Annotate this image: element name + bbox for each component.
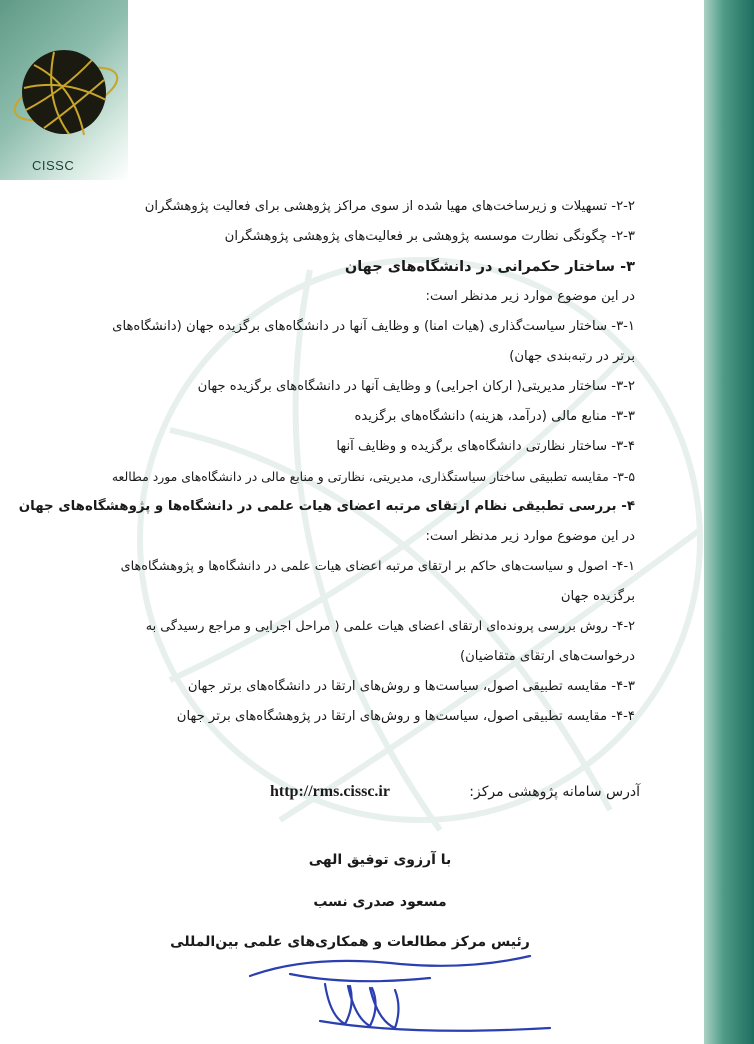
closing-wish: با آرزوی توفیق الهی [308,852,452,868]
item-4-2: ۴-۲- روش بررسی پرونده‌ای ارتقای اعضای هیات علمی ( مراحل اجرایی و مراجع رسیدگی به [145,619,635,634]
item-3-4: ۳-۴- ساختار نظارتی دانشگاه‌های برگزیده و وظایف آنها [336,439,635,454]
section-4-intro: در این موضوع موارد زیر مدنظر است: [425,529,635,544]
item-4-1: ۴-۱- اصول و سیاست‌های حاکم بر ارتقای مرتبه اعضای هیات علمی در دانشگاه‌ها و پژوهشگاه‌های [120,559,635,574]
item-4-2-continued: درخواست‌های ارتقای متقاضیان) [459,649,635,664]
heading-section-4: ۴- بررسی تطبیقی نظام ارتقای مرتبه اعضای هیات علمی در دانشگاه‌ها و پژوهشگاه‌های جهان [18,499,635,514]
heading-section-3: ۳- ساختار حکمرانی در دانشگاه‌های جهان [344,259,635,275]
item-3-1: ۳-۱- ساختار سیاست‌گذاری (هیات امنا) و وظایف آنها در دانشگاه‌های برگزیده جهان (دانشگاه‌های [112,319,635,334]
address-url[interactable]: http://rms.cissc.ir [270,783,390,800]
research-system-address [270,784,640,808]
item-3-5: ۳-۵- مقایسه تطبیقی ساختار سیاستگذاری، مدیریتی، نظارتی و منابع مالی در دانشگاه‌های مورد مطالعه [111,469,635,484]
item-2-2: ۲-۲- تسهیلات و زیرساخت‌های مهیا شده از سوی مراکز پژوهشی برای فعالیت پژوهشگران [144,199,635,214]
item-3-1-continued: برتر در رتبه‌بندی جهان) [509,349,635,364]
document-body [18,192,635,732]
section-3-intro: در این موضوع موارد زیر مدنظر است: [425,289,635,304]
handwritten-signature [230,946,560,1041]
cissc-globe-logo [14,40,122,148]
item-4-1-continued: برگزیده جهان [560,589,635,604]
signatory-name: مسعود صدری نسب [313,894,447,910]
item-2-3: ۲-۳- چگونگی نظارت موسسه پژوهشی بر فعالیت‌های پژوهشی پژوهشگران [224,229,635,244]
item-3-2: ۳-۲- ساختار مدیریتی( ارکان اجرایی) و وظایف آنها در دانشگاه‌های برگزیده جهان [197,379,635,394]
address-label: آدرس سامانه پژوهشی مرکز: [469,784,640,800]
signatory-title: رئیس مرکز مطالعات و همکاری‌های علمی بین‌المللی [170,934,530,950]
item-4-3: ۴-۳- مقایسه تطبیقی اصول، سیاست‌ها و روش‌های ارتقا در دانشگاه‌های برتر جهان [187,679,635,694]
logo-caption: CISSC [32,158,75,173]
item-4-4: ۴-۴- مقایسه تطبیقی اصول، سیاست‌ها و روش‌های ارتقا در پژوهشگاه‌های برتر جهان [176,709,635,724]
item-3-3: ۳-۳- منابع مالی (درآمد، هزینه) دانشگاه‌های برگزیده [354,409,635,424]
